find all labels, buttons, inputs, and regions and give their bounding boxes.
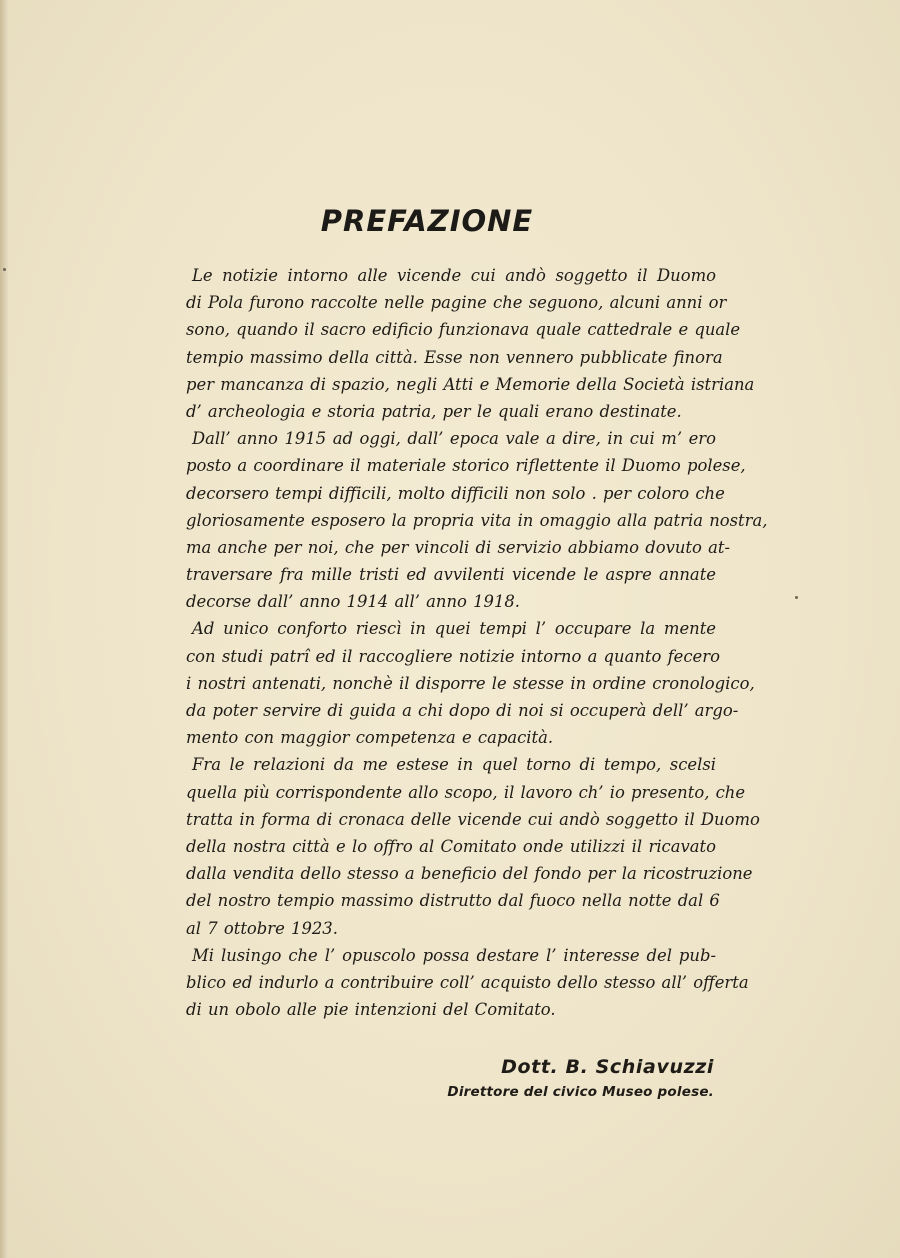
text-line: di Pola furono raccolte nelle pagine che seguono, alcuni anni or xyxy=(186,293,727,313)
text-line: decorsero tempi difficili, molto difficili non solo . per coloro che xyxy=(186,483,725,503)
text-line: Dall’ anno 1915 ad oggi, dall’ epoca vale a dire, in cui m’ ero xyxy=(192,429,716,449)
text-line: Fra le relazioni da me estese in quel torno di tempo, scelsi xyxy=(192,755,716,775)
text-line: dalla vendita dello stesso a beneficio del fondo per la ricostruzione xyxy=(186,864,753,884)
text-line: al 7 ottobre 1923. xyxy=(186,918,338,938)
page-title: PREFAZIONE xyxy=(320,204,534,238)
text-line: mento con maggior competenza e capacità. xyxy=(186,728,554,748)
text-line: blico ed indurlo a contribuire coll’ acquisto dello stesso all’ offerta xyxy=(186,972,749,992)
text-line: ma anche per noi, che per vincoli di servizio abbiamo dovuto at- xyxy=(186,537,730,557)
text-line: d’ archeologia e storia patria, per le quali erano destinate. xyxy=(186,401,682,421)
text-line: sono, quando il sacro edificio funzionava quale cattedrale e quale xyxy=(186,320,741,340)
text-line: i nostri antenati, nonchè il disporre le stesse in ordine cronologico, xyxy=(186,673,755,693)
text-line: del nostro tempio massimo distrutto dal fuoco nella notte dal 6 xyxy=(186,891,720,911)
paper-speck xyxy=(3,268,6,271)
text-line: Le notizie intorno alle vicende cui andò soggetto il Duomo xyxy=(192,266,716,285)
signature-name: Dott. B. Schiavuzzi xyxy=(501,1056,714,1078)
text-line: della nostra città e lo offro al Comitato onde utilizzi il ricavato xyxy=(186,836,716,856)
text-line: decorse dall’ anno 1914 all’ anno 1918. xyxy=(186,592,521,612)
text-line: tempio massimo della città. Esse non vennero pubblicate finora xyxy=(186,347,723,367)
text-line: posto a coordinare il materiale storico riflettente il Duomo polese, xyxy=(186,456,746,476)
text-line: quella più corrispondente allo scopo, il lavoro ch’ io presento, che xyxy=(186,782,746,802)
text-line: traversare fra mille tristi ed avvilenti vicende le aspre annate xyxy=(186,565,716,585)
text-line: con studi patrî ed il raccogliere notizie intorno a quanto fecero xyxy=(186,646,720,666)
paper-speck xyxy=(795,596,798,599)
text-line: Ad unico conforto riescì in quei tempi l’ occupare la mente xyxy=(192,619,716,639)
page-binding-edge xyxy=(0,0,8,1258)
signature-block xyxy=(447,1056,714,1100)
text-line: per mancanza di spazio, negli Atti e Memorie della Società istriana xyxy=(186,374,755,394)
text-line: da poter servire di guida a chi dopo di noi si occuperà dell’ argo- xyxy=(186,701,739,720)
text-line: di un obolo alle pie intenzioni del Comitato. xyxy=(186,1000,556,1020)
text-line: gloriosamente esposero la propria vita in omaggio alla patria nostra, xyxy=(186,510,768,530)
preface-body xyxy=(186,262,768,1023)
signature-role: Direttore del civico Museo polese. xyxy=(447,1084,714,1100)
text-line: tratta in forma di cronaca delle vicende cui andò soggetto il Duomo xyxy=(186,809,760,829)
text-line: Mi lusingo che l’ opuscolo possa destare l’ interesse del pub- xyxy=(192,945,716,965)
